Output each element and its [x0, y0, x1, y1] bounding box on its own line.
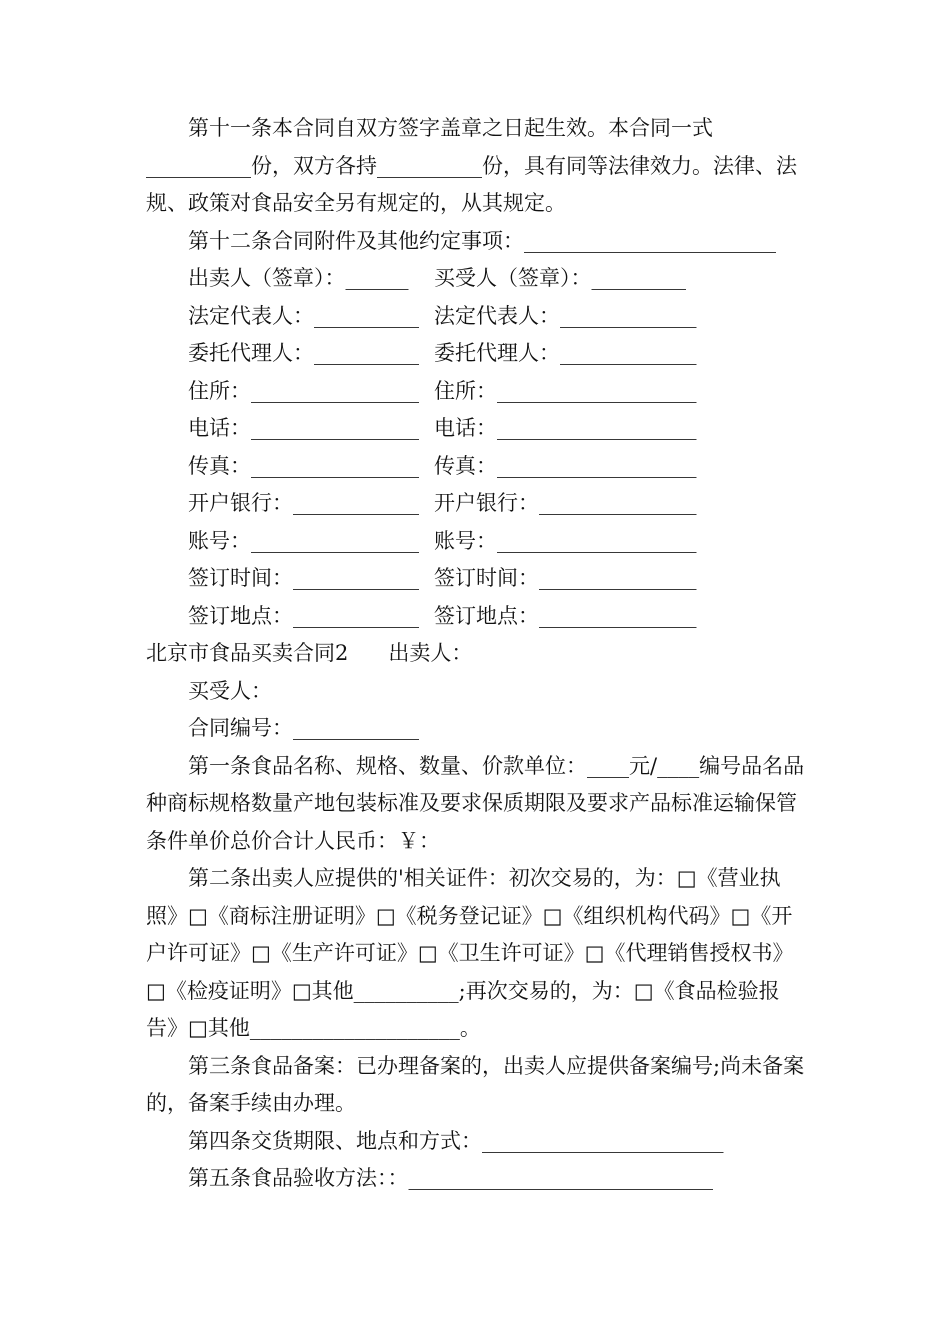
- buyer-legal-rep-field: 法定代表人：_____________: [434, 303, 697, 328]
- article-3-paragraph: 第三条食品备案：已办理备案的，出卖人应提供备案编号;尚未备案的，备案手续由办理。: [146, 1053, 805, 1115]
- buyer-account-field: 账号：___________________: [434, 528, 697, 553]
- seller-signature-field: 出卖人（签章）：______: [188, 266, 409, 290]
- article-2-paragraph: 第二条出卖人应提供的'相关证件：初次交易的，为：□《营业执照》□《商标注册证明》□《税务登记证》□《组织机构代码》□《开户许可证》□《生产许可证》□《卫生许可证》□《代理销售授权书》□《检疫证明》□其他__________;再次交易的，为：□《食品检验报告》□其他____________________。: [146, 866, 794, 1040]
- signature-row: [146, 335, 811, 373]
- seller-bank-field: 开户银行：____________: [188, 491, 419, 515]
- buyer-fax-field: 传真：___________________: [434, 453, 697, 478]
- contract-2-heading: [146, 635, 811, 673]
- signature-row: [146, 485, 811, 523]
- buyer-phone-field: 电话：___________________: [434, 416, 697, 440]
- article-4-paragraph: 第四条交货期限、地点和方式：_______________________: [188, 1128, 724, 1153]
- buyer-signature-field: 买受人（签章）：_________: [434, 266, 686, 290]
- article-12-paragraph: 第十二条合同附件及其他约定事项：________________________: [188, 228, 776, 253]
- signature-row: [146, 373, 811, 411]
- seller-sign-place-field: 签订地点：____________: [188, 603, 419, 628]
- seller-legal-rep-field: 法定代表人：__________: [188, 303, 419, 328]
- contract-2-title: 北京市食品买卖合同2: [146, 641, 349, 665]
- buyer-bank-field: 开户银行：_______________: [434, 491, 697, 515]
- signature-row: [146, 448, 811, 486]
- contract-2-number: 合同编号：____________: [188, 716, 419, 740]
- buyer-address-field: 住所：___________________: [434, 378, 697, 403]
- seller-account-field: 账号：________________: [188, 528, 419, 553]
- signature-row: [146, 598, 811, 636]
- signature-row: [146, 410, 811, 448]
- document-body: [146, 110, 811, 1198]
- seller-fax-field: 传真：________________: [188, 453, 419, 478]
- signature-row: [146, 298, 811, 336]
- buyer-sign-place-field: 签订地点：_______________: [434, 603, 697, 628]
- signature-block: [146, 260, 811, 635]
- signature-row: [146, 523, 811, 561]
- seller-address-field: 住所：________________: [188, 378, 419, 403]
- contract-2-buyer-label: 买受人：: [188, 678, 272, 703]
- contract-2-seller-label: 出卖人：: [388, 641, 473, 665]
- buyer-sign-date-field: 签订时间：_______________: [434, 566, 697, 590]
- article-11-paragraph: 第十一条本合同自双方签字盖章之日起生效。本合同一式__________份，双方各持__________份，具有同等法律效力。法律、法规、政策对食品安全另有规定的，从其规定。: [146, 116, 797, 215]
- seller-agent-field: 委托代理人：__________: [188, 341, 419, 365]
- article-1-paragraph: 第一条食品名称、规格、数量、价款单位：____元/____编号品名品种商标规格数量产地包装标准及要求保质期限及要求产品标准运输保管条件单价总价合计人民币：￥：: [146, 753, 805, 853]
- article-5-paragraph: 第五条食品验收方法：：_____________________________: [188, 1166, 713, 1190]
- signature-row: [146, 260, 811, 298]
- signature-row: [146, 560, 811, 598]
- seller-sign-date-field: 签订时间：____________: [188, 566, 419, 590]
- buyer-agent-field: 委托代理人：_____________: [434, 341, 697, 365]
- seller-phone-field: 电话：________________: [188, 416, 419, 440]
